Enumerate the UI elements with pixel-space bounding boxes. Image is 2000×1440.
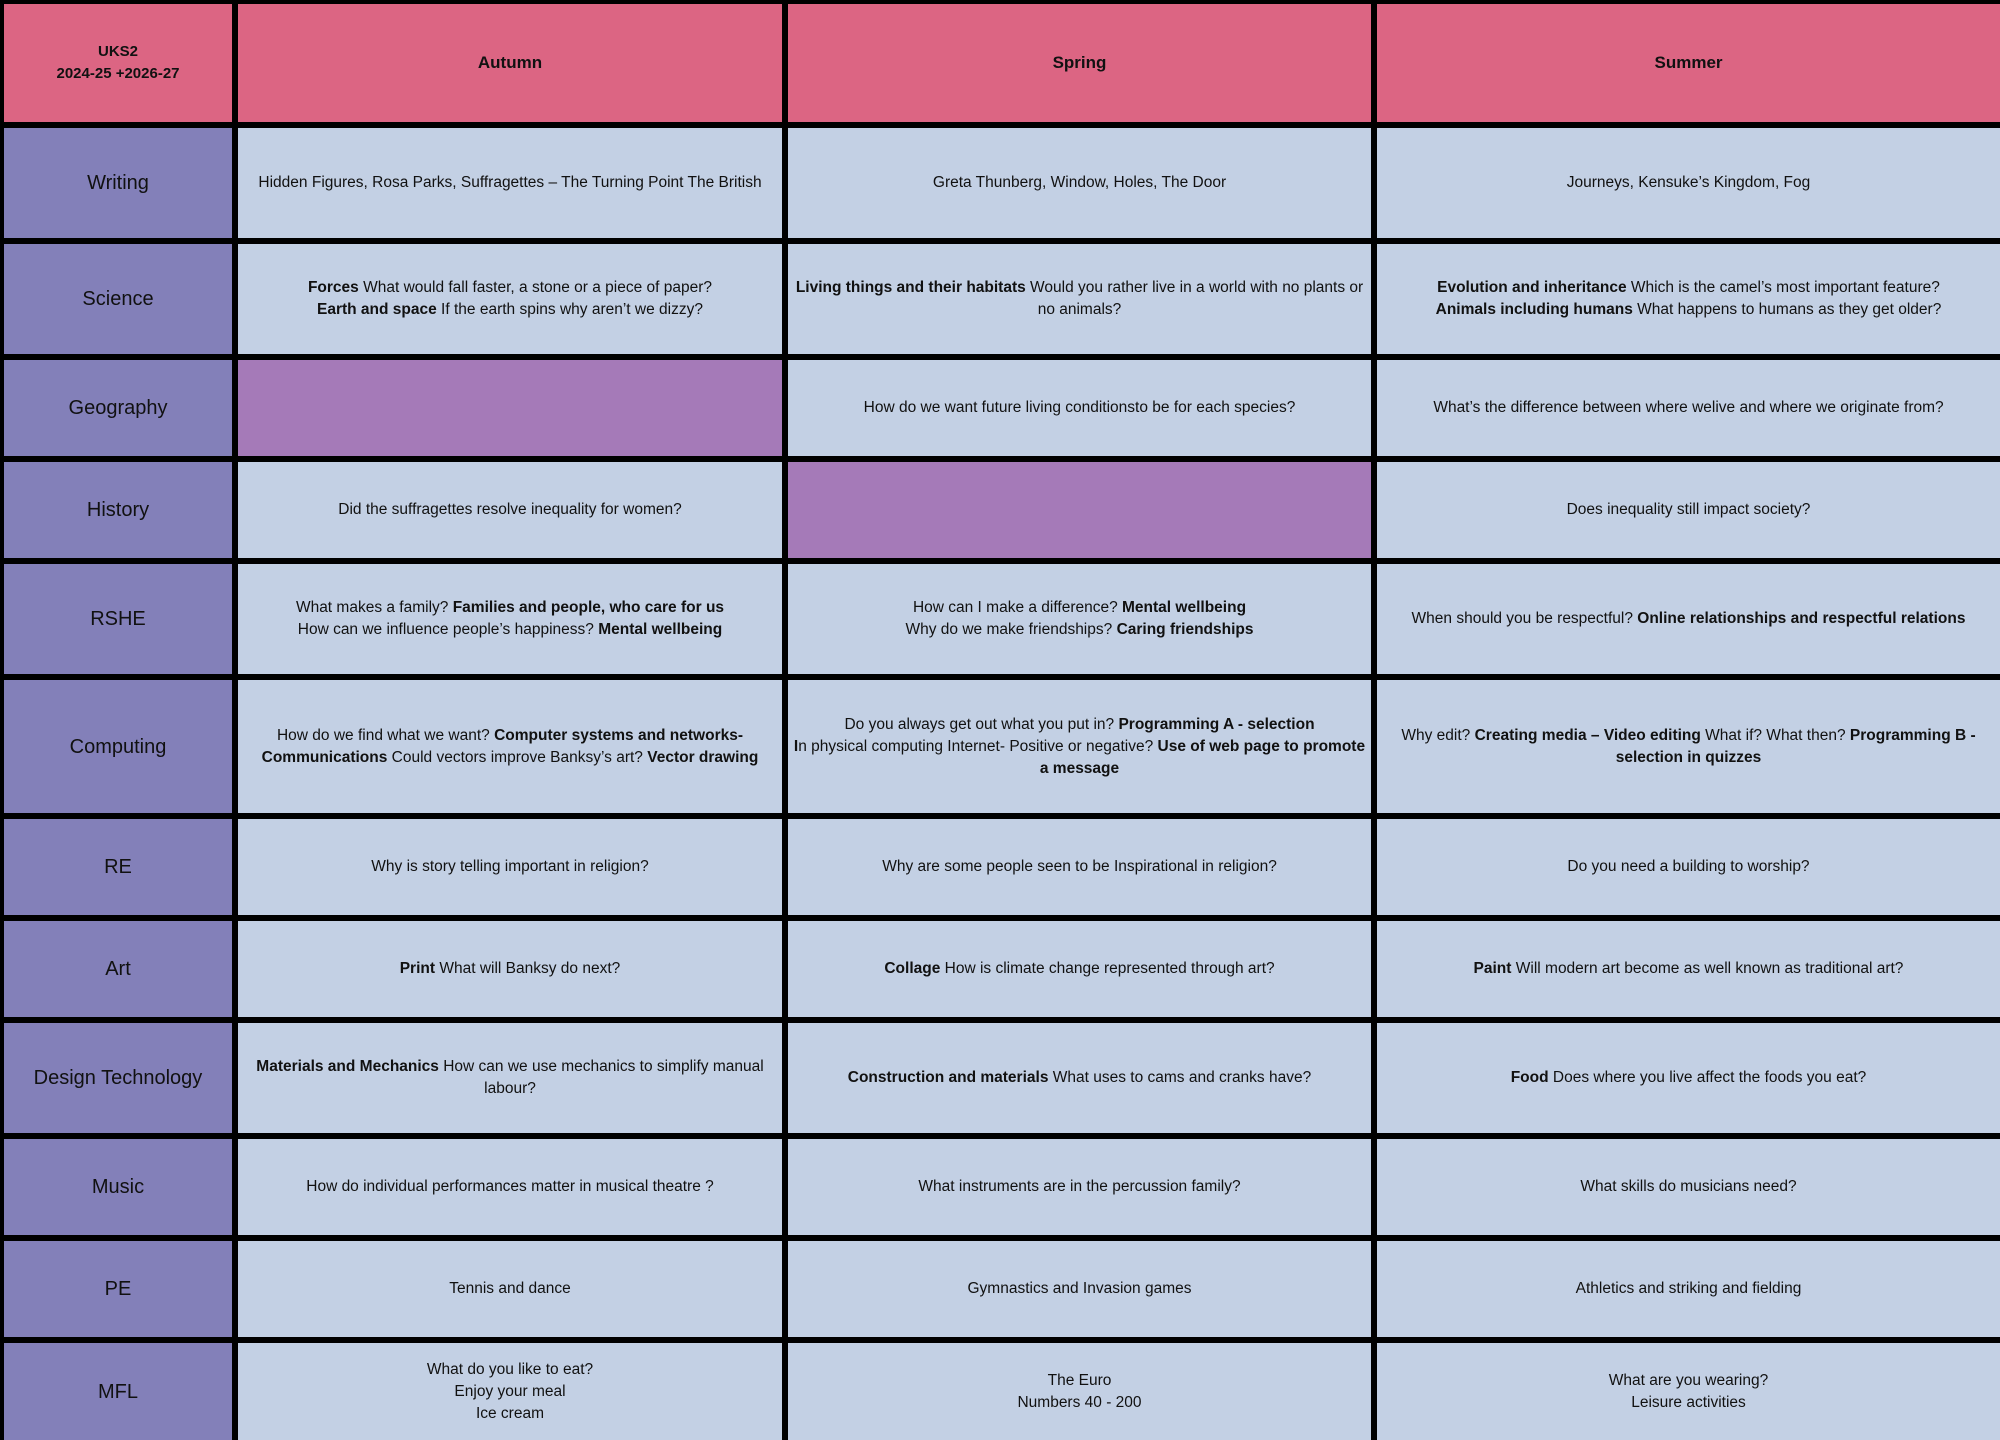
topic-line [905,619,1253,641]
topic-line [1609,1392,1768,1414]
topic-text: Could vectors improve Banksy’s art? [387,748,648,766]
topic-line [848,1067,1311,1089]
topic-text: Athletics and striking and fielding [1575,1280,1802,1297]
topic-cell-geography-summer [1377,360,2000,456]
topic-cell-writing-autumn [238,128,782,238]
topic-line [933,172,1226,194]
topic-text: What uses to cams and cranks have? [1048,1069,1312,1086]
topic-text: If the earth spins why aren’t we dizzy? [436,301,703,318]
topic-cell-re-summer [1377,819,2000,915]
topic-cell-art-summer [1377,921,2000,1017]
topic-line [296,597,724,619]
topic-text: How can we influence people’s happiness? [297,621,599,638]
topic-line [882,856,1277,878]
topic-unit-title: Earth and space [317,301,437,318]
topic-cell-re-autumn [238,819,782,915]
topic-unit-title: Evolution and inheritance [1437,279,1627,296]
topic-cell-geography-spring [788,360,1371,456]
topic-unit-title: Vector drawing [647,748,759,766]
topic-unit-title: I [793,737,799,755]
term-header-spring: Spring [788,4,1371,122]
topic-unit-title: Food [1510,1069,1549,1086]
topic-text: What will Banksy do next? [435,960,621,977]
topic-text: The Euro [1047,1371,1112,1389]
topic-unit-title: Mental wellbeing [598,621,723,638]
topic-text: What’s the difference between where welive and where we originate from? [1433,399,1944,416]
topic-text: Gymnastics and Invasion games [967,1280,1192,1297]
topic-cell-history-autumn [238,462,782,558]
subject-label-history: History [4,462,232,558]
topic-cell-science-spring [788,244,1371,354]
topic-cell-computing-autumn [238,680,782,813]
subject-label-science: Science [4,244,232,354]
topic-text: Enjoy your meal [454,1382,566,1400]
subject-label-music: Music [4,1139,232,1235]
subject-label-rshe: RSHE [4,564,232,674]
topic-unit-title: Living things and their habitats [795,279,1026,296]
topic-text: Why edit? [1401,726,1475,744]
topic-line [1436,299,1942,321]
topic-text: Would you rather live in a world with no plants or no animals? [1025,279,1364,318]
topic-unit-title: Programming A - selection [1118,715,1315,733]
topic-text: How do we find what we want? [276,726,495,744]
topic-unit-title: Animals including humans [1435,301,1633,318]
topic-line [449,1278,571,1300]
topic-line [1017,1392,1141,1414]
term-header-summer: Summer [1377,4,2000,122]
subject-label-art: Art [4,921,232,1017]
term-header-autumn: Autumn [238,4,782,122]
academic-years-label: 2024-25 +2026-27 [56,65,180,82]
topic-cell-art-spring [788,921,1371,1017]
year-group-label: UKS2 [97,43,138,60]
topic-line [242,725,778,769]
empty-cell-history-spring [788,462,1371,558]
topic-cell-music-autumn [238,1139,782,1235]
topic-cell-pe-spring [788,1241,1371,1337]
topic-line [1017,1370,1141,1392]
topic-text: Why is story telling important in religion? [371,858,649,875]
empty-cell-geography-autumn [238,360,782,456]
topic-line [1609,1370,1768,1392]
topic-line [1381,725,1996,769]
topic-unit-title: Collage [884,960,941,977]
topic-text: Ice cream [475,1404,545,1422]
topic-cell-pe-summer [1377,1241,2000,1337]
topic-cell-mfl-summer [1377,1343,2000,1440]
topic-text: Does where you live affect the foods you eat? [1548,1069,1867,1086]
topic-line [792,714,1367,736]
topic-cell-design-technology-spring [788,1023,1371,1133]
topic-cell-science-autumn [238,244,782,354]
topic-cell-music-spring [788,1139,1371,1235]
topic-line [296,619,724,641]
topic-cell-design-technology-summer [1377,1023,2000,1133]
topic-text: When should you be respectful? [1411,610,1638,627]
topic-line [1433,397,1943,419]
topic-unit-title: Paint [1473,960,1512,977]
topic-unit-title: Online relationships and respectful relations [1637,610,1966,627]
topic-cell-rshe-autumn [238,564,782,674]
topic-line [400,958,621,980]
topic-cell-design-technology-autumn [238,1023,782,1133]
topic-line [338,499,681,521]
topic-line [308,299,712,321]
subject-label-mfl: MFL [4,1343,232,1440]
subject-label-computing: Computing [4,680,232,813]
topic-line [308,277,712,299]
topic-text: Will modern art become as well known as traditional art? [1511,960,1904,977]
topic-text: n physical computing Internet- Positive or negative? [798,737,1158,755]
topic-text: Greta Thunberg, Window, Holes, The Door [932,174,1227,191]
topic-line [1412,608,1966,630]
topic-text: Journeys, Kensuke’s Kingdom, Fog [1566,174,1811,191]
topic-line [792,277,1367,321]
topic-text: How is climate change represented through art? [940,960,1275,977]
topic-line [884,958,1274,980]
topic-line [427,1359,593,1381]
topic-text: What happens to humans as they get older? [1632,301,1942,318]
topic-cell-mfl-spring [788,1343,1371,1440]
topic-line [864,397,1296,419]
topic-cell-science-summer [1377,244,2000,354]
topic-line [792,736,1367,780]
topic-cell-writing-spring [788,128,1371,238]
topic-cell-history-summer [1377,462,2000,558]
topic-cell-re-spring [788,819,1371,915]
topic-line [905,597,1253,619]
topic-unit-title: Mental wellbeing [1122,599,1247,616]
topic-unit-title: Forces [307,279,359,296]
topic-line [1474,958,1904,980]
topic-unit-title: Programming B - selection in quizzes [1615,726,1976,766]
topic-line [968,1278,1192,1300]
topic-line [242,1056,778,1100]
subject-label-writing: Writing [4,128,232,238]
topic-unit-title: Caring friendships [1116,621,1254,638]
topic-unit-title: Creating media – Video editing [1474,726,1701,744]
subject-label-pe: PE [4,1241,232,1337]
topic-text: How do we want future living conditionsto be for each species? [863,399,1296,416]
topic-cell-mfl-autumn [238,1343,782,1440]
topic-text: What if? What then? [1700,726,1850,744]
topic-text: What makes a family? [295,599,453,616]
topic-text: Which is the camel’s most important feature? [1626,279,1940,296]
topic-line [1567,856,1809,878]
subject-label-geography: Geography [4,360,232,456]
topic-text: Why do we make friendships? [905,621,1117,638]
topic-unit-title: Materials and Mechanics [256,1058,439,1075]
topic-text: What instruments are in the percussion family? [918,1178,1241,1195]
topic-line [1567,499,1811,521]
topic-text: How can we use mechanics to simplify manual labour? [438,1058,764,1097]
topic-cell-rshe-summer [1377,564,2000,674]
topic-line [258,172,761,194]
topic-text: What do you like to eat? [426,1360,594,1378]
topic-text: What would fall faster, a stone or a piece of paper? [358,279,713,296]
topic-line [918,1176,1240,1198]
topic-unit-title: Computer systems and networks- Communications [261,726,744,766]
topic-cell-computing-summer [1377,680,2000,813]
topic-text: Tennis and dance [449,1280,571,1297]
topic-line [1580,1176,1796,1198]
topic-text: Why are some people seen to be Inspirational in religion? [882,858,1277,875]
topic-cell-art-autumn [238,921,782,1017]
topic-text: What skills do musicians need? [1580,1178,1797,1195]
topic-unit-title: Families and people, who care for us [452,599,725,616]
table-corner-header [4,4,232,122]
topic-cell-writing-summer [1377,128,2000,238]
topic-unit-title: Use of web page to promote a message [1039,737,1366,777]
topic-line [306,1176,714,1198]
topic-text: What are you wearing? [1608,1371,1769,1389]
topic-cell-computing-spring [788,680,1371,813]
subject-label-design-technology: Design Technology [4,1023,232,1133]
topic-text: Does inequality still impact society? [1566,501,1811,518]
topic-line [1567,172,1811,194]
topic-text: Do you need a building to worship? [1567,858,1810,875]
topic-cell-pe-autumn [238,1241,782,1337]
topic-text: Leisure activities [1631,1393,1746,1411]
topic-line [1576,1278,1802,1300]
subject-label-re: RE [4,819,232,915]
topic-text: Hidden Figures, Rosa Parks, Suffragettes – The Turning Point The British [258,174,762,191]
topic-text: Numbers 40 - 200 [1017,1393,1142,1411]
topic-text: Did the suffragettes resolve inequality for women? [338,501,682,518]
topic-unit-title: Print [399,960,436,977]
topic-line [371,856,648,878]
topic-cell-music-summer [1377,1139,2000,1235]
topic-line [1511,1067,1867,1089]
topic-unit-title: Construction and materials [847,1069,1049,1086]
topic-cell-rshe-spring [788,564,1371,674]
topic-text: Do you always get out what you put in? [844,715,1119,733]
topic-line [427,1381,593,1403]
topic-text: How can I make a difference? [912,599,1123,616]
topic-text: How do individual performances matter in musical theatre ? [306,1178,714,1195]
topic-line [1436,277,1942,299]
